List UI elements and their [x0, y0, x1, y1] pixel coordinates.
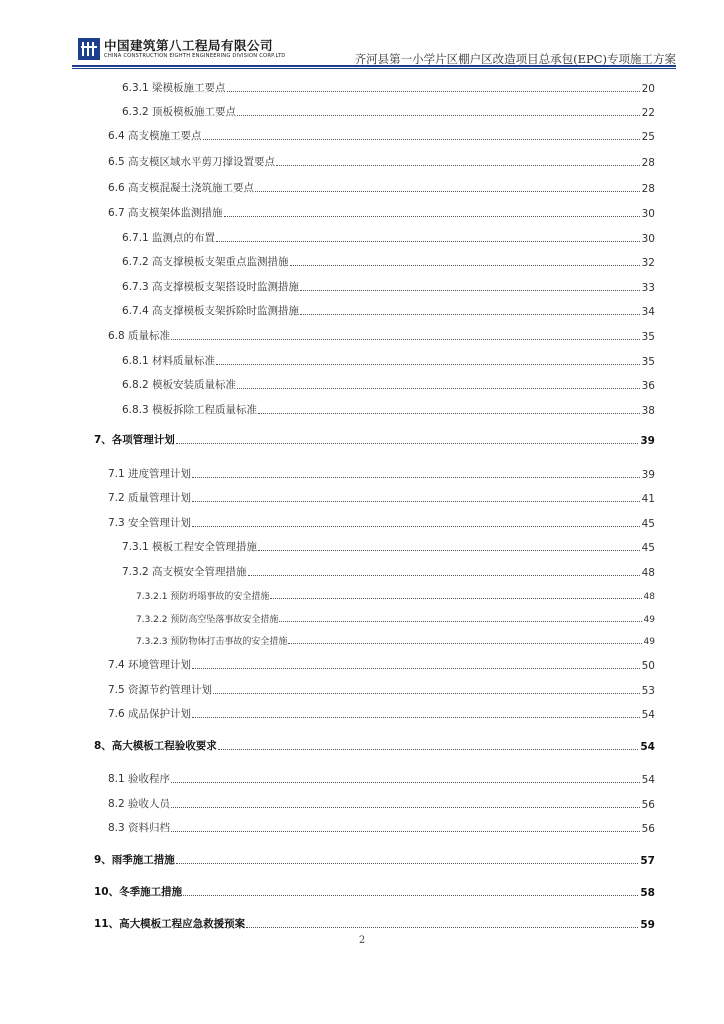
- toc-dot-leader: [270, 598, 641, 599]
- toc-entry-title: 6.8 质量标准: [108, 330, 171, 342]
- toc-entry-title: 7.3.1 模板工程安全管理措施: [122, 541, 258, 553]
- toc-entry[interactable]: [136, 612, 655, 625]
- toc-entry[interactable]: [122, 564, 655, 579]
- toc-entry-page: 54: [640, 741, 655, 753]
- toc-dot-leader: [224, 216, 640, 217]
- project-title: 齐河县第一小学片区棚户区改造项目总承包(EPC)专项施工方案: [354, 52, 676, 66]
- toc-dot-leader: [246, 927, 638, 928]
- toc-entry-page: 28: [641, 183, 655, 195]
- toc-dot-leader: [192, 526, 640, 527]
- toc-entry-title: 8.3 资料归档: [108, 822, 171, 834]
- toc-entry[interactable]: [94, 432, 655, 447]
- toc-entry-page: 45: [641, 542, 655, 554]
- toc-dot-leader: [192, 477, 640, 478]
- toc-entry[interactable]: [108, 515, 655, 530]
- toc-dot-leader: [192, 501, 640, 502]
- toc-entry-page: 30: [641, 233, 655, 245]
- toc-entry-title: 8.1 验收程序: [108, 773, 171, 785]
- toc-entry-page: 35: [641, 331, 655, 343]
- toc-dot-leader: [176, 863, 639, 864]
- toc-entry[interactable]: [108, 820, 655, 835]
- toc-entry[interactable]: [108, 771, 655, 786]
- toc-entry-page: 53: [641, 685, 655, 697]
- toc-entry[interactable]: [108, 796, 655, 811]
- toc-entry[interactable]: [122, 279, 655, 294]
- toc-entry-page: 56: [641, 799, 655, 811]
- toc-entry-title: 7.1 进度管理计划: [108, 468, 192, 480]
- toc-dot-leader: [288, 643, 641, 644]
- toc-dot-leader: [290, 265, 640, 266]
- toc-entry[interactable]: [94, 738, 655, 753]
- toc-dot-leader: [192, 668, 640, 669]
- toc-entry-title: 6.3.2 顶板模板施工要点: [122, 106, 237, 118]
- page-number: 2: [358, 935, 366, 946]
- toc-entry-page: 20: [641, 83, 655, 95]
- toc-entry-title: 7、各项管理计划: [94, 434, 175, 446]
- toc-dot-leader: [300, 290, 640, 291]
- toc-entry-title: 6.6 高支模混凝土浇筑施工要点: [108, 182, 255, 194]
- toc-dot-leader: [279, 621, 641, 622]
- toc-entry-page: 25: [641, 131, 655, 143]
- toc-entry[interactable]: [94, 916, 655, 931]
- toc-entry-page: 32: [641, 257, 655, 269]
- toc-entry-title: 7.3.2.2 预防高空坠落事故安全措施: [136, 615, 279, 625]
- toc-entry-title: 7.6 成品保护计划: [108, 708, 192, 720]
- toc-entry-page: 39: [641, 469, 655, 481]
- toc-entry-title: 10、冬季施工措施: [94, 886, 183, 898]
- toc-entry-page: 57: [640, 855, 655, 867]
- toc-entry[interactable]: [108, 328, 655, 343]
- toc-dot-leader: [183, 895, 638, 896]
- company-name-cn: 中国建筑第八工程局有限公司: [104, 38, 274, 53]
- toc-dot-leader: [300, 314, 640, 315]
- toc-dot-leader: [248, 575, 640, 576]
- toc-entry[interactable]: [108, 490, 655, 505]
- toc-entry[interactable]: [108, 706, 655, 721]
- toc-dot-leader: [227, 91, 640, 92]
- toc-entry[interactable]: [122, 104, 655, 119]
- toc-entry[interactable]: [136, 589, 655, 602]
- toc-entry-page: 49: [643, 615, 655, 625]
- toc-entry-page: 30: [641, 208, 655, 220]
- toc-dot-leader: [216, 241, 640, 242]
- toc-entry-page: 48: [641, 567, 655, 579]
- toc-entry[interactable]: [108, 128, 655, 143]
- toc-entry-title: 7.3 安全管理计划: [108, 517, 192, 529]
- toc-entry[interactable]: [122, 230, 655, 245]
- toc-entry[interactable]: [122, 254, 655, 269]
- toc-entry-title: 6.8.1 材料质量标准: [122, 355, 216, 367]
- toc-entry[interactable]: [122, 377, 655, 392]
- toc-entry-title: 6.7.3 高支撑模板支架搭设时监测措施: [122, 281, 300, 293]
- toc-dot-leader: [255, 191, 640, 192]
- toc-entry-page: 38: [641, 405, 655, 417]
- toc-dot-leader: [218, 749, 639, 750]
- header-divider-thin: [72, 68, 676, 69]
- toc-entry-page: 45: [641, 518, 655, 530]
- toc-entry-page: 50: [641, 660, 655, 672]
- toc-entry-page: 58: [640, 887, 655, 899]
- toc-dot-leader: [276, 165, 640, 166]
- toc-entry[interactable]: [108, 180, 655, 195]
- toc-entry[interactable]: [108, 682, 655, 697]
- toc-entry[interactable]: [108, 657, 655, 672]
- toc-entry-title: 7.5 资源节约管理计划: [108, 684, 213, 696]
- toc-entry-page: 35: [641, 356, 655, 368]
- toc-entry[interactable]: [122, 303, 655, 318]
- toc-entry-page: 59: [640, 919, 655, 931]
- toc-dot-leader: [216, 364, 640, 365]
- toc-entry-title: 7.2 质量管理计划: [108, 492, 192, 504]
- toc-dot-leader: [171, 831, 640, 832]
- toc-entry[interactable]: [122, 80, 655, 95]
- toc-entry-page: 54: [641, 709, 655, 721]
- toc-entry[interactable]: [108, 466, 655, 481]
- toc-entry-title: 6.7.4 高支撑模板支架拆除时监测措施: [122, 305, 300, 317]
- page-header: [74, 36, 676, 66]
- toc-dot-leader: [176, 443, 639, 444]
- toc-entry-page: 49: [643, 637, 655, 647]
- toc-entry-page: 34: [641, 306, 655, 318]
- toc-entry[interactable]: [136, 634, 655, 647]
- toc-dot-leader: [258, 413, 640, 414]
- toc-entry-title: 7.3.2.3 预防物体打击事故的安全措施: [136, 637, 288, 647]
- toc-dot-leader: [237, 115, 640, 116]
- toc-entry[interactable]: [108, 154, 655, 169]
- toc-dot-leader: [237, 388, 640, 389]
- toc-entry-page: 33: [641, 282, 655, 294]
- toc-entry-title: 6.7.2 高支撑模板支架重点监测措施: [122, 256, 289, 268]
- toc-dot-leader: [171, 807, 640, 808]
- toc-entry-page: 56: [641, 823, 655, 835]
- toc-entry-title: 7.4 环境管理计划: [108, 659, 192, 671]
- toc-dot-leader: [192, 717, 640, 718]
- toc-dot-leader: [171, 782, 640, 783]
- toc-dot-leader: [203, 139, 640, 140]
- toc-entry-title: 6.8.2 模板安装质量标准: [122, 379, 237, 391]
- toc-entry[interactable]: [108, 205, 655, 220]
- cscec-logo-icon: [78, 38, 100, 60]
- toc-dot-leader: [171, 339, 640, 340]
- toc-entry-title: 6.5 高支模区域水平剪刀撑设置要点: [108, 156, 276, 168]
- toc-dot-leader: [258, 550, 640, 551]
- toc-entry-title: 6.7 高支模架体监测措施: [108, 207, 223, 219]
- toc-entry-title: 6.8.3 模板拆除工程质量标准: [122, 404, 258, 416]
- toc-entry-page: 36: [641, 380, 655, 392]
- toc-entry-page: 39: [640, 435, 655, 447]
- company-name-en: CHINA CONSTRUCTION EIGHTH ENGINEERING DIVISION CORP.LTD: [104, 53, 286, 59]
- toc-entry-title: 6.7.1 监测点的布置: [122, 232, 216, 244]
- toc-entry-page: 54: [641, 774, 655, 786]
- toc-dot-leader: [213, 693, 640, 694]
- toc-entry-title: 7.3.2 高支模安全管理措施: [122, 566, 247, 578]
- toc-entry-page: 41: [641, 493, 655, 505]
- toc-entry-title: 11、高大模板工程应急救援预案: [94, 918, 246, 930]
- toc-entry[interactable]: [122, 353, 655, 368]
- toc-entry[interactable]: [122, 402, 655, 417]
- toc-entry[interactable]: [122, 539, 655, 554]
- toc-entry-page: 28: [641, 157, 655, 169]
- toc-entry-title: 9、雨季施工措施: [94, 854, 175, 866]
- header-divider: [72, 65, 676, 67]
- toc-entry-title: 6.3.1 梁模板施工要点: [122, 82, 226, 94]
- toc-entry-title: 6.4 高支模施工要点: [108, 130, 202, 142]
- toc-entry-page: 48: [643, 592, 655, 602]
- toc-entry-title: 7.3.2.1 预防坍塌事故的安全措施: [136, 592, 270, 602]
- toc-entry[interactable]: [94, 852, 655, 867]
- toc-entry[interactable]: [94, 884, 655, 899]
- toc-entry-title: 8、高大模板工程验收要求: [94, 740, 217, 752]
- toc-entry-page: 22: [641, 107, 655, 119]
- toc-entry-title: 8.2 验收人员: [108, 798, 171, 810]
